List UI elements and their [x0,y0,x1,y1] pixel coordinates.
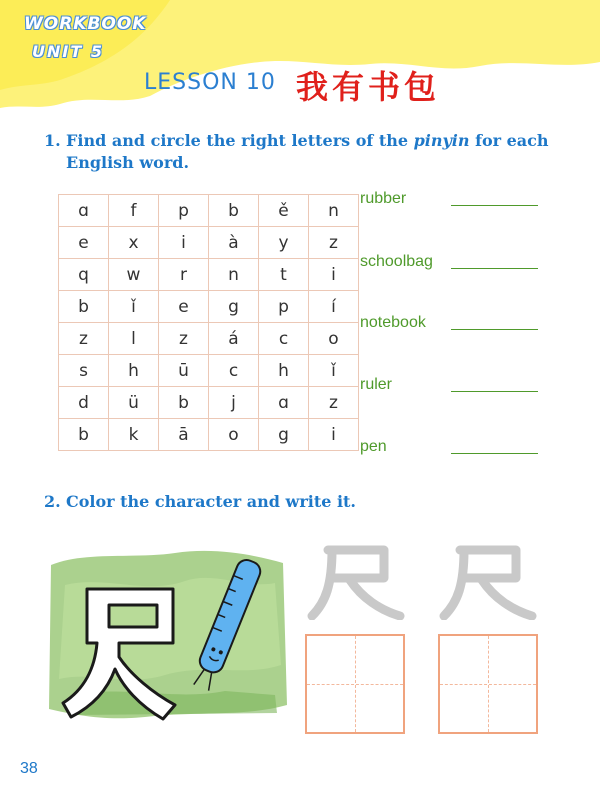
grid-cell[interactable]: d [59,387,109,419]
grid-row [59,259,359,291]
answer-line-rubber[interactable] [451,205,538,206]
grid-cell[interactable]: b [209,195,259,227]
word-pen: pen [360,438,387,455]
exercise-1-text-line2: English word. [66,153,190,172]
writing-box-2[interactable] [438,634,538,734]
grid-cell[interactable]: i [309,259,359,291]
exercise-1-instruction [44,130,549,174]
exercise-2-text: Color the character and write it. [66,492,356,511]
word-notebook: notebook [360,314,426,331]
grid-cell[interactable]: b [159,387,209,419]
lesson-title: 我有书包 [296,68,441,106]
grid-row [59,323,359,355]
grid-cell[interactable]: ū [159,355,209,387]
grid-cell[interactable]: h [259,355,309,387]
grid-row [59,227,359,259]
lesson-label: LESSON 10 [144,70,276,95]
page-number: 38 [20,760,38,777]
grid-cell[interactable]: n [309,195,359,227]
grid-row [59,291,359,323]
grid-cell[interactable]: p [159,195,209,227]
answer-line-pen[interactable] [451,453,538,454]
grid-cell[interactable]: ǐ [309,355,359,387]
grid-cell[interactable]: ě [259,195,309,227]
grid-cell[interactable]: c [259,323,309,355]
grid-cell[interactable]: à [209,227,259,259]
exercise-2-number: 2. [44,492,61,511]
grid-row [59,195,359,227]
grid-cell[interactable]: ü [109,387,159,419]
grid-cell[interactable]: j [209,387,259,419]
word-ruler: ruler [360,376,393,393]
grid-cell[interactable]: b [59,291,109,323]
grid-cell[interactable]: n [209,259,259,291]
unit-label: UNIT 5 [32,42,104,61]
workbook-label: WORKBOOK [24,14,147,34]
exercise-1-text-before: Find and circle the right letters of the [66,131,414,150]
grid-cell[interactable]: b [59,419,109,451]
grid-cell[interactable]: ǐ [109,291,159,323]
grid-cell[interactable]: ɑ [59,195,109,227]
grid-cell[interactable]: h [109,355,159,387]
grid-cell[interactable]: l [109,323,159,355]
grid-cell[interactable]: f [109,195,159,227]
grid-cell[interactable]: z [309,387,359,419]
guide-line-horizontal [440,684,536,685]
exercise-1-number: 1. [44,131,61,150]
answer-line-ruler[interactable] [451,391,538,392]
grid-cell[interactable]: í [309,291,359,323]
letter-grid [58,194,359,451]
grid-cell[interactable]: i [309,419,359,451]
grid-cell[interactable]: ā [159,419,209,451]
grid-cell[interactable]: z [159,323,209,355]
grid-cell[interactable]: g [259,419,309,451]
grid-row [59,355,359,387]
trace-character-1 [306,540,406,620]
grid-cell[interactable]: q [59,259,109,291]
word-rubber: rubber [360,190,407,207]
answer-line-notebook[interactable] [451,329,538,330]
exercise-2-instruction [44,491,356,513]
grid-cell[interactable]: z [59,323,109,355]
grid-cell[interactable]: k [109,419,159,451]
grid-row [59,419,359,451]
grid-cell[interactable]: z [309,227,359,259]
grid-cell[interactable]: e [159,291,209,323]
writing-box-1[interactable] [305,634,405,734]
grid-cell[interactable]: á [209,323,259,355]
grid-cell[interactable]: w [109,259,159,291]
exercise-1-text-em: pinyin [413,131,470,150]
grid-cell[interactable]: ɑ [259,387,309,419]
character-illustration [45,545,290,723]
exercise-1-text-after: for each [469,131,549,150]
answer-line-schoolbag[interactable] [451,268,538,269]
word-schoolbag: schoolbag [360,253,433,270]
grid-cell[interactable]: r [159,259,209,291]
grid-cell[interactable]: y [259,227,309,259]
grid-cell[interactable]: x [109,227,159,259]
grid-row [59,387,359,419]
grid-cell[interactable]: s [59,355,109,387]
grid-cell[interactable]: i [159,227,209,259]
guide-line-horizontal [307,684,403,685]
grid-cell[interactable]: p [259,291,309,323]
grid-cell[interactable]: c [209,355,259,387]
grid-cell[interactable]: o [309,323,359,355]
grid-cell[interactable]: o [209,419,259,451]
grid-cell[interactable]: t [259,259,309,291]
grid-cell[interactable]: e [59,227,109,259]
trace-character-2 [438,540,538,620]
grid-cell[interactable]: g [209,291,259,323]
